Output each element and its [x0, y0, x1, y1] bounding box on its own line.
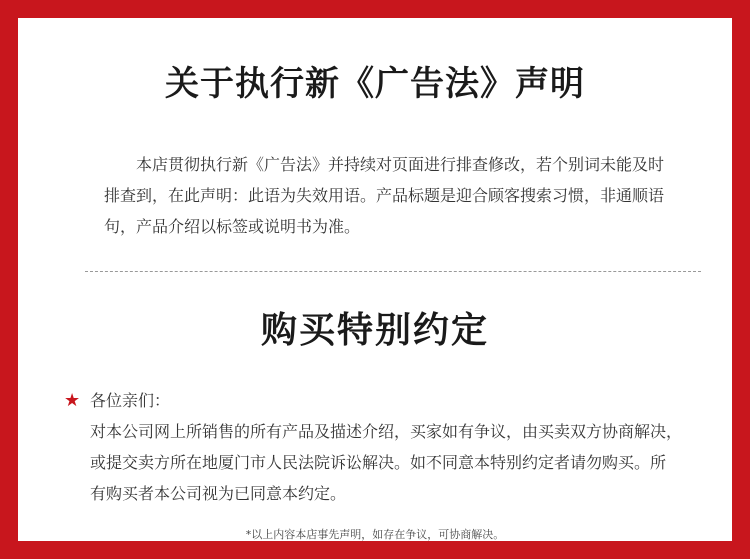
statement-paragraph: [104, 149, 694, 242]
statement-line-2: 排查到，在此声明：此语为失效用语。产品标题是迎合顾客搜索习惯，非通顺语: [104, 186, 665, 205]
agreement-title: 购买特别约定: [260, 309, 489, 351]
statement-line-1: 本店贯彻执行新《广告法》并持续对页面进行排查修改，若个别词未能及时: [136, 155, 665, 174]
star-icon: ★: [64, 390, 81, 411]
notice-body: [64, 416, 734, 509]
agreement-notice: [64, 385, 734, 509]
notice-line-3: 有购买者本公司视为已同意本约定。: [90, 484, 347, 503]
notice-line-1: 对本公司网上所销售的所有产品及描述介绍，买家如有争议，由买卖双方协商解决，: [90, 422, 683, 441]
footnote: *以上内容本店事先声明，如存在争议，可协商解决。: [245, 528, 505, 541]
notice-line-2: 或提交卖方所在地厦门市人民法院诉讼解决。如不同意本特别约定者请勿购买。所: [90, 453, 667, 472]
statement-line-3: 句，产品介绍以标签或说明书为准。: [104, 217, 361, 236]
dashed-divider: [85, 271, 701, 272]
notice-greeting-row: [64, 385, 734, 416]
statement-title: 关于执行新《广告法》声明: [165, 64, 585, 104]
notice-greeting: 各位亲们：: [90, 391, 171, 410]
